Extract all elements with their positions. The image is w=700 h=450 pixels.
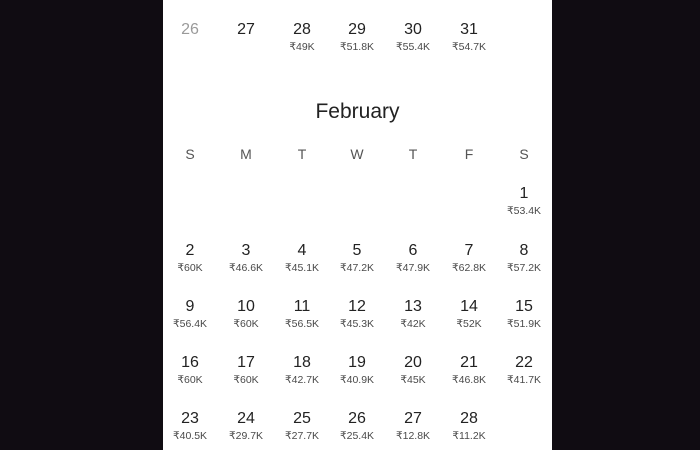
date-number: 28 <box>293 21 311 38</box>
weekday-label: F <box>464 146 474 162</box>
date-cell-jan-27[interactable] <box>218 21 274 39</box>
date-number: 15 <box>515 298 533 315</box>
date-number: 16 <box>181 354 199 371</box>
date-cell-feb-14[interactable] <box>441 298 497 330</box>
date-number: 31 <box>460 21 478 38</box>
fare-price: ₹41.7K <box>506 374 542 386</box>
date-cell-feb-18[interactable] <box>274 354 330 386</box>
date-number: 17 <box>237 354 255 371</box>
weekday-label: W <box>350 146 364 162</box>
date-number: 13 <box>404 298 422 315</box>
weekday-label: M <box>240 146 252 162</box>
fare-price: ₹42K <box>400 318 426 330</box>
date-number: 10 <box>237 298 255 315</box>
date-number: 26 <box>181 21 199 38</box>
date-number: 19 <box>348 354 366 371</box>
fare-price: ₹49K <box>289 41 315 53</box>
date-cell-feb-27[interactable] <box>385 410 441 442</box>
fare-price: ₹60K <box>233 374 259 386</box>
fare-price: ₹51.9K <box>506 318 542 330</box>
date-number: 14 <box>460 298 478 315</box>
date-cell-feb-1[interactable] <box>496 185 552 217</box>
date-cell-jan-30[interactable] <box>385 21 441 53</box>
date-number: 20 <box>404 354 422 371</box>
date-cell-feb-7[interactable] <box>441 242 497 274</box>
date-cell-feb-21[interactable] <box>441 354 497 386</box>
weekday-label: S <box>185 146 195 162</box>
date-number: 18 <box>293 354 311 371</box>
date-cell-feb-17[interactable] <box>218 354 274 386</box>
fare-price: ₹45.1K <box>284 262 320 274</box>
fare-price: ₹27.7K <box>284 430 320 442</box>
fare-price: ₹52K <box>456 318 482 330</box>
fare-price: ₹29.7K <box>228 430 264 442</box>
fare-price: ₹57.2K <box>506 262 542 274</box>
month-title: February <box>315 100 400 123</box>
fare-price: ₹60K <box>233 318 259 330</box>
fare-price: ₹11.2K <box>452 430 486 442</box>
date-cell-feb-8[interactable] <box>496 242 552 274</box>
date-number: 30 <box>404 21 422 38</box>
fare-price: ₹47.2K <box>339 262 375 274</box>
date-cell-feb-12[interactable] <box>329 298 385 330</box>
date-number: 6 <box>408 242 418 259</box>
date-cell-feb-4[interactable] <box>274 242 330 274</box>
date-cell-feb-19[interactable] <box>329 354 385 386</box>
date-cell-feb-22[interactable] <box>496 354 552 386</box>
fare-price: ₹12.8K <box>395 430 431 442</box>
date-cell-feb-26[interactable] <box>329 410 385 442</box>
date-number: 23 <box>181 410 199 427</box>
date-number: 1 <box>519 185 529 202</box>
fare-price: ₹51.8K <box>339 41 375 53</box>
fare-price: ₹40.5K <box>172 430 208 442</box>
fare-price: ₹45.3K <box>339 318 375 330</box>
fare-price: ₹56.4K <box>172 318 208 330</box>
date-number: 9 <box>185 298 195 315</box>
date-cell-feb-28[interactable] <box>441 410 497 442</box>
date-number: 12 <box>348 298 366 315</box>
date-number: 27 <box>237 21 255 38</box>
date-cell-feb-13[interactable] <box>385 298 441 330</box>
date-number: 5 <box>352 242 362 259</box>
date-number: 27 <box>404 410 422 427</box>
date-cell-feb-16[interactable] <box>163 354 218 386</box>
date-number: 25 <box>293 410 311 427</box>
fare-price: ₹56.5K <box>284 318 320 330</box>
fare-price: ₹54.7K <box>451 41 487 53</box>
date-cell-feb-3[interactable] <box>218 242 274 274</box>
date-number: 11 <box>293 298 311 315</box>
weekday-label: S <box>519 146 529 162</box>
date-cell-feb-2[interactable] <box>163 242 218 274</box>
fare-price: ₹62.8K <box>451 262 487 274</box>
date-cell-feb-15[interactable] <box>496 298 552 330</box>
date-number: 28 <box>460 410 478 427</box>
fare-price: ₹60K <box>177 374 203 386</box>
fare-price: ₹42.7K <box>284 374 320 386</box>
fare-price: ₹40.9K <box>339 374 375 386</box>
fare-price: ₹46.8K <box>451 374 487 386</box>
date-number: 21 <box>460 354 478 371</box>
weekday-label: T <box>408 146 418 162</box>
fare-price: ₹46.6K <box>228 262 264 274</box>
date-number: 2 <box>185 242 195 259</box>
date-cell-feb-11[interactable] <box>274 298 330 330</box>
date-cell-jan-29[interactable] <box>329 21 385 53</box>
date-cell-feb-5[interactable] <box>329 242 385 274</box>
date-cell-feb-9[interactable] <box>163 298 218 330</box>
weekday-label: T <box>297 146 307 162</box>
fare-price: ₹60K <box>177 262 203 274</box>
date-number: 3 <box>241 242 251 259</box>
date-number: 22 <box>515 354 533 371</box>
fare-price: ₹25.4K <box>339 430 375 442</box>
date-cell-feb-20[interactable] <box>385 354 441 386</box>
date-number: 26 <box>348 410 366 427</box>
date-cell-feb-23[interactable] <box>163 410 218 442</box>
date-number: 24 <box>237 410 255 427</box>
date-number: 8 <box>519 242 529 259</box>
date-cell-feb-6[interactable] <box>385 242 441 274</box>
fare-price: ₹55.4K <box>395 41 431 53</box>
date-cell-feb-24[interactable] <box>218 410 274 442</box>
date-cell-jan-31[interactable] <box>441 21 497 53</box>
date-number: 7 <box>464 242 474 259</box>
date-cell-jan-28[interactable] <box>274 21 330 53</box>
fare-price: ₹53.4K <box>506 205 542 217</box>
fare-price: ₹47.9K <box>395 262 431 274</box>
date-number: 4 <box>297 242 307 259</box>
date-number: 29 <box>348 21 366 38</box>
date-cell-feb-25[interactable] <box>274 410 330 442</box>
date-cell-feb-10[interactable] <box>218 298 274 330</box>
fare-price: ₹45K <box>400 374 426 386</box>
date-cell-jan-26[interactable] <box>163 21 218 39</box>
calendar-panel <box>163 0 552 450</box>
